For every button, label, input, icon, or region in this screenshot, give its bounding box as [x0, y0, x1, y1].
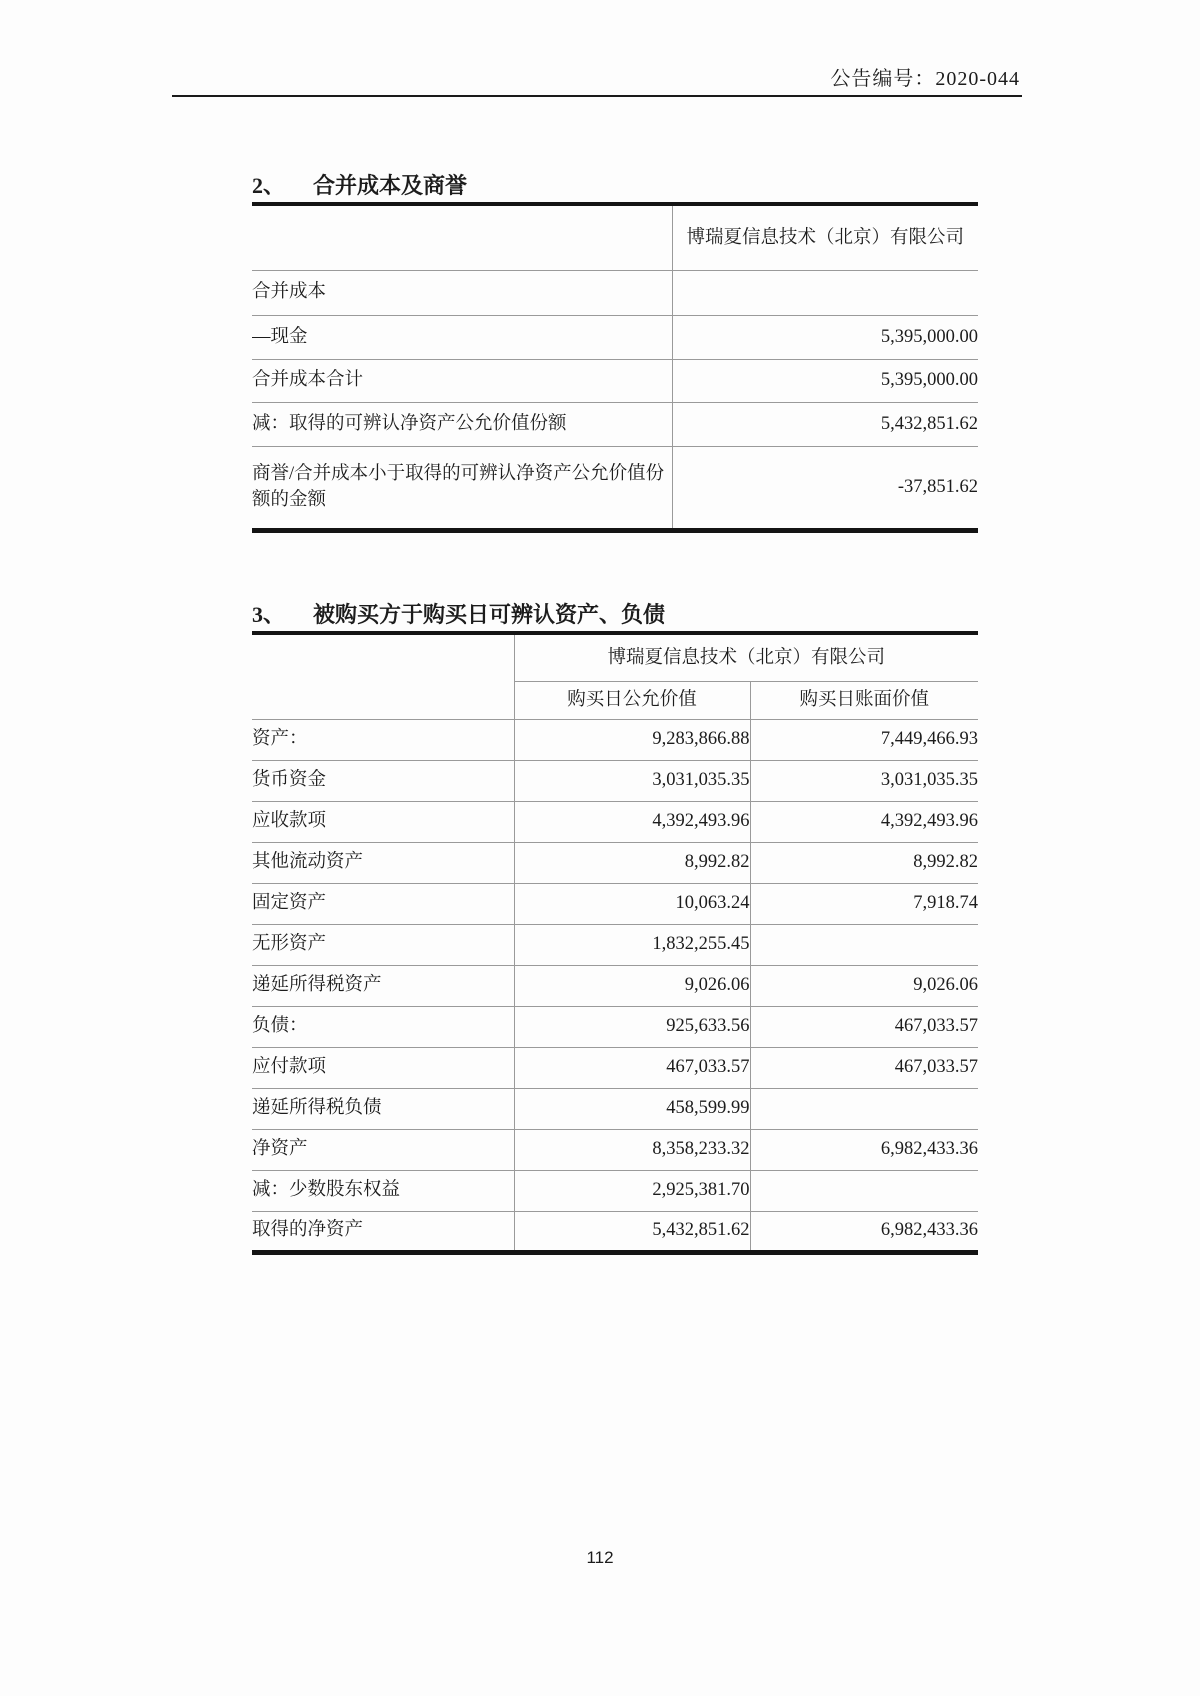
row-value-cell: 5,395,000.00 — [672, 315, 978, 359]
section3-index: 3、 — [252, 602, 286, 627]
table-row — [252, 1129, 978, 1170]
row-label-cell: 递延所得税负债 — [252, 1088, 514, 1129]
table-row — [252, 883, 978, 924]
merger-cost-goodwill-table — [252, 202, 978, 533]
fair-value-cell: 3,031,035.35 — [514, 760, 750, 801]
book-value-cell: 4,392,493.96 — [750, 801, 978, 842]
table-row — [252, 801, 978, 842]
column-header-book-value: 购买日账面价值 — [750, 681, 978, 719]
fair-value-cell: 9,283,866.88 — [514, 719, 750, 760]
announcement-number: 公告编号：2020-044 — [830, 68, 1020, 90]
table-row — [252, 842, 978, 883]
book-value-cell: 6,982,433.36 — [880, 1220, 979, 1241]
table-row — [252, 633, 978, 681]
row-label-cell: 合并成本 — [252, 270, 672, 315]
section2-index: 2、 — [252, 173, 286, 198]
row-value-cell — [672, 270, 978, 315]
table-row — [252, 719, 978, 760]
table-row — [252, 1211, 978, 1252]
table-row — [252, 1088, 978, 1129]
table-row — [252, 446, 978, 530]
table-row — [252, 1170, 978, 1211]
row-label-cell: 固定资产 — [252, 883, 514, 924]
page-number: 112 — [586, 1548, 614, 1567]
row-label-cell: 净资产 — [252, 1129, 514, 1170]
fair-value-cell: 10,063.24 — [514, 883, 750, 924]
book-value-cell — [750, 924, 978, 965]
row-label-cell: 减：取得的可辨认净资产公允价值份额 — [252, 402, 672, 446]
row-label-cell: 应付款项 — [252, 1047, 514, 1088]
table-row — [252, 760, 978, 801]
row-label-cell: 取得的净资产 — [252, 1211, 514, 1252]
row-label-cell — [252, 681, 514, 719]
row-label-cell: 无形资产 — [252, 924, 514, 965]
row-value-cell: 5,432,851.62 — [672, 402, 978, 446]
row-value-cell: -37,851.62 — [897, 476, 978, 497]
table-row — [252, 315, 978, 359]
row-label-cell: 减：少数股东权益 — [252, 1170, 514, 1211]
row-label-cell — [252, 633, 514, 681]
book-value-cell — [750, 1170, 978, 1211]
book-value-cell: 467,033.57 — [750, 1006, 978, 1047]
table-row — [252, 1006, 978, 1047]
row-label-cell — [252, 204, 672, 270]
table-row — [252, 359, 978, 402]
table-row — [252, 924, 978, 965]
table-row — [252, 204, 978, 270]
section2-title-text: 合并成本及商誉 — [313, 173, 468, 198]
fair-value-cell: 458,599.99 — [514, 1088, 750, 1129]
row-label-cell: 货币资金 — [252, 760, 514, 801]
fair-value-cell: 1,832,255.45 — [514, 924, 750, 965]
book-value-cell: 8,992.82 — [750, 842, 978, 883]
book-value-cell: 3,031,035.35 — [750, 760, 978, 801]
fair-value-cell: 467,033.57 — [514, 1047, 750, 1088]
section3-title-text: 被购买方于购买日可辨认资产、负债 — [313, 602, 666, 627]
fair-value-cell: 4,392,493.96 — [514, 801, 750, 842]
fair-value-cell: 8,358,233.32 — [514, 1129, 750, 1170]
book-value-cell: 7,918.74 — [750, 883, 978, 924]
table-row — [252, 270, 978, 315]
fair-value-cell: 8,992.82 — [514, 842, 750, 883]
fair-value-cell: 5,432,851.62 — [514, 1211, 750, 1252]
book-value-cell: 467,033.57 — [750, 1047, 978, 1088]
section2-title — [252, 169, 467, 200]
row-label-cell: 合并成本合计 — [252, 359, 672, 402]
fair-value-cell: 925,633.56 — [514, 1006, 750, 1047]
table-row — [252, 402, 978, 446]
column-header-fair-value: 购买日公允价值 — [514, 681, 750, 719]
book-value-cell: 6,982,433.36 — [750, 1129, 978, 1170]
row-label-cell: —现金 — [252, 315, 672, 359]
row-label-cell: 应收款项 — [252, 801, 514, 842]
row-label-cell: 其他流动资产 — [252, 842, 514, 883]
fair-value-cell: 2,925,381.70 — [514, 1170, 750, 1211]
row-label-cell: 资产： — [252, 719, 514, 760]
row-value-cell: 5,395,000.00 — [672, 359, 978, 402]
company-header-cell: 博瑞夏信息技术（北京）有限公司 — [672, 204, 978, 270]
row-label-cell: 递延所得税资产 — [252, 965, 514, 1006]
book-value-cell — [750, 1088, 978, 1129]
row-label-cell: 负债： — [252, 1006, 514, 1047]
table-header-row — [252, 681, 978, 719]
section3-title — [252, 598, 665, 629]
book-value-cell: 7,449,466.93 — [750, 719, 978, 760]
fair-value-cell: 9,026.06 — [514, 965, 750, 1006]
table-row — [252, 965, 978, 1006]
header-rule — [172, 95, 1022, 97]
company-header-cell: 博瑞夏信息技术（北京）有限公司 — [514, 633, 978, 681]
table-row — [252, 1047, 978, 1088]
book-value-cell: 9,026.06 — [750, 965, 978, 1006]
identifiable-assets-liabilities-table — [252, 631, 978, 1255]
row-label-cell: 商誉/合并成本小于取得的可辨认净资产公允价值份额的金额 — [252, 446, 672, 530]
